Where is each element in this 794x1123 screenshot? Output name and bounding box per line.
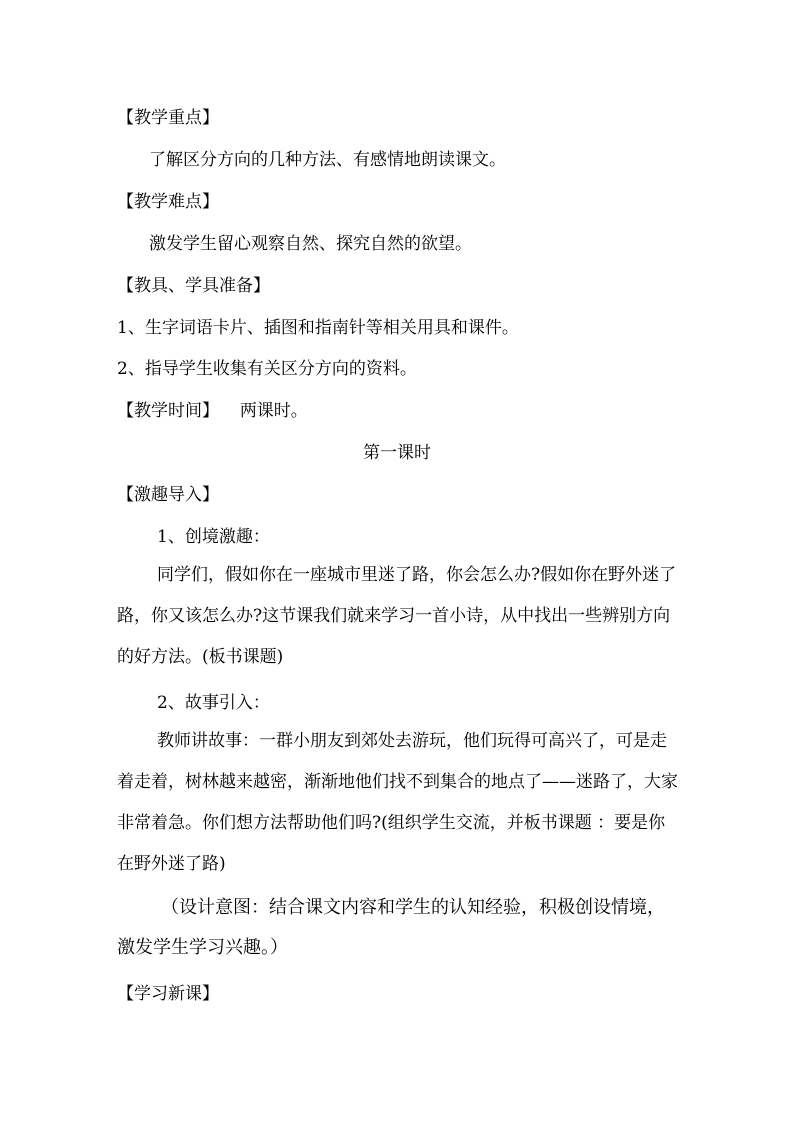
materials-heading: 【教具、学具准备】 xyxy=(117,276,270,296)
design-intent-text: （设计意图：结合课文内容和学生的认知经验，积极创设情境，激发学生学习兴趣。） xyxy=(117,897,665,958)
teaching-difficulty-text: 激发学生留心观察自然、探究自然的欲望。 xyxy=(149,234,472,254)
materials-item-2: 2、指导学生收集有关区分方向的资料。 xyxy=(117,359,417,379)
teaching-time-line xyxy=(117,400,794,422)
teaching-time-heading: 【教学时间】 xyxy=(117,401,219,421)
intro-step-1-text: 同学们，假如你在一座城市里迷了路，你会怎么办?假如你在野外迷了路，你又该怎么办?这节课我们就来学习一首小诗，从中找出一些辨别方向的好方法。(板书课题) xyxy=(117,565,677,667)
teaching-focus-heading: 【教学重点】 xyxy=(117,108,219,128)
teaching-difficulty-heading: 【教学难点】 xyxy=(117,192,219,212)
intro-step-2-text: 教师讲故事：一群小朋友到郊处去游玩，他们玩得可高兴了，可是走着走着，树林越来越密，渐渐地他们找不到集合的地点了——迷路了，大家非常着急。你们想方法帮助他们吗?(组织学生交流，并板书课题 ：要是你在野外迷了路) xyxy=(117,731,678,874)
intro-step-2: 2、故事引入： xyxy=(157,693,270,713)
intro-step-1: 1、创境激趣： xyxy=(157,527,270,547)
teaching-focus-text: 了解区分方向的几种方法、有感情地朗读课文。 xyxy=(149,150,506,170)
materials-item-1: 1、生字词语卡片、插图和指南针等相关用具和课件。 xyxy=(117,318,519,338)
new-lesson-heading: 【学习新课】 xyxy=(117,984,219,1004)
teaching-time-value: 两课时。 xyxy=(239,401,308,421)
intro-heading: 【激趣导入】 xyxy=(117,485,219,505)
lesson-one-title: 第一课时 xyxy=(363,443,431,463)
